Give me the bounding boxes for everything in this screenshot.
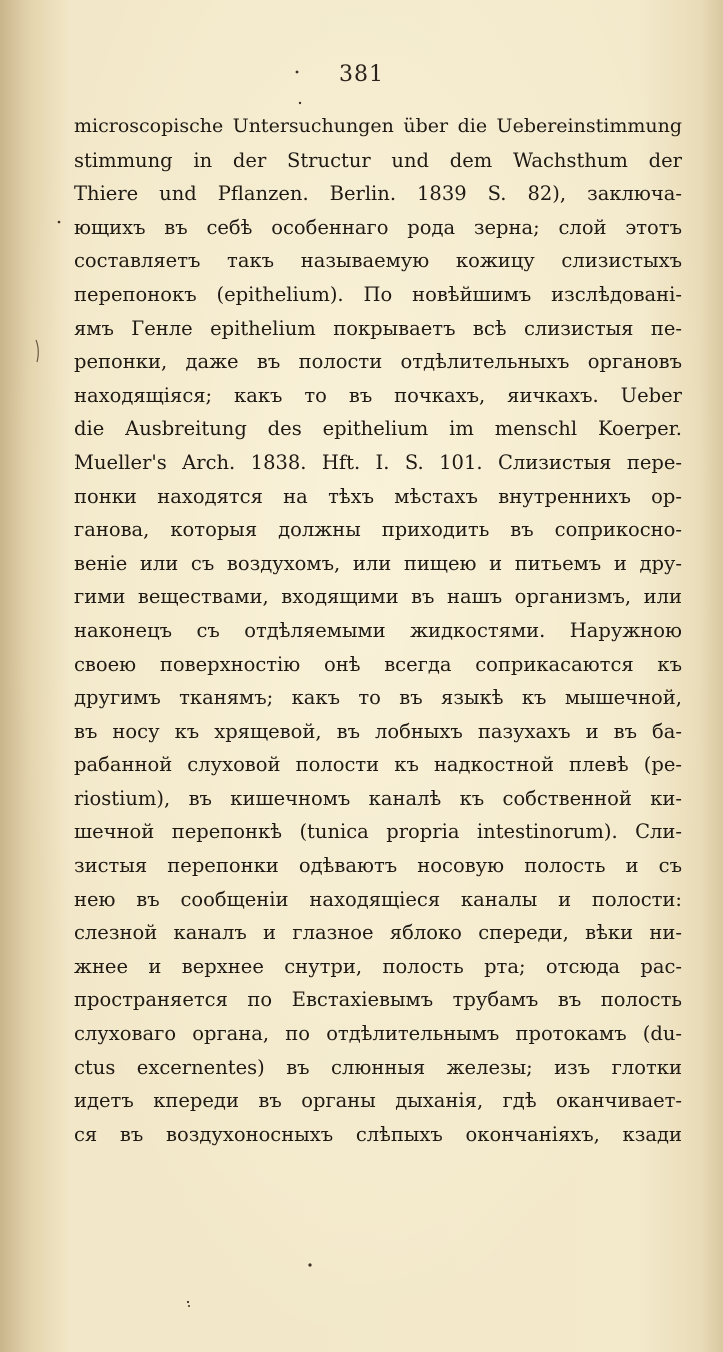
text-line: репонки, даже въ полости отдѣлительныхъ органовъ: [74, 350, 682, 374]
text-line: ганова, которыя должны приходить въ соприкосно-: [74, 518, 682, 542]
text-line: своею поверхностію онѣ всегда соприкасаются къ: [74, 652, 682, 676]
body-text: [74, 110, 682, 1151]
text-line: веніе или съ воздухомъ, или пищею и питьемъ и дру-: [74, 551, 682, 575]
text-line: пространяется по Евстахіевымъ трубамъ въ полость: [74, 988, 682, 1012]
page-number: 381: [339, 62, 384, 87]
text-line: ся въ воздухоносныхъ слѣпыхъ окончаніяхъ, кзади: [74, 1122, 682, 1146]
text-line: въ носу къ хрящевой, въ лобныхъ пазухахъ и въ ба-: [74, 719, 682, 743]
text-line: stimmung in der Structur und dem Wachsthum der: [74, 148, 682, 172]
text-line: перепонокъ (epithelium). По новѣйшимъ изслѣдовані-: [74, 282, 682, 306]
text-line: другимъ тканямъ; какъ то въ языкѣ къ мышечной,: [74, 686, 682, 710]
text-line: наконецъ съ отдѣляемыми жидкостями. Наружною: [74, 618, 682, 642]
text-line: шечной перепонкѣ (tunica propria intestinorum). Сли-: [74, 820, 682, 844]
text-line: жнее и верхнее снутри, полость рта; отсюда рас-: [74, 954, 682, 978]
text-line: гими веществами, входящими въ нашъ организмъ, или: [74, 585, 682, 609]
text-line: находящіяся; какъ то въ почкахъ, яичкахъ. Ueber: [74, 383, 682, 407]
text-line: составляетъ такъ называемую кожицу слизистыхъ: [74, 249, 682, 273]
text-line: понки находятся на тѣхъ мѣстахъ внутреннихъ ор-: [74, 484, 682, 508]
text-line: ctus excernentes) въ слюнныя железы; изъ глотки: [74, 1055, 682, 1079]
text-line: ямъ Генле epithelium покрываетъ всѣ слизистыя пе-: [74, 316, 682, 340]
text-line: Thiere und Pflanzen. Berlin. 1839 S. 82), заключа-: [74, 182, 682, 206]
text-line: riostium), въ кишечномъ каналѣ къ собственной ки-: [74, 786, 682, 810]
text-line: зистыя перепонки одѣваютъ носовую полость и съ: [74, 854, 682, 878]
text-line: слуховаго органа, по отдѣлительнымъ протокамъ (du-: [74, 1022, 682, 1046]
text-line: слезной каналъ и глазное яблоко спереди, вѣки ни-: [74, 921, 682, 945]
text-line: идетъ кпереди въ органы дыханія, гдѣ оканчивает-: [74, 1089, 682, 1113]
text-line: рабанной слуховой полости къ надкостной плевѣ (pe-: [74, 753, 682, 777]
text-line: microscopische Untersuchungen über die Uebereinstimmung: [74, 115, 682, 137]
text-line: die Ausbreitung des epithelium im menschl Koerper.: [74, 417, 682, 441]
text-line: ющихъ въ себѣ особеннаго рода зерна; слой этотъ: [74, 215, 682, 239]
text-line: нею въ сообщеніи находящіеся каналы и полости:: [74, 887, 682, 911]
text-line: Mueller's Arch. 1838. Hft. I. S. 101. Слизистыя пере-: [74, 450, 682, 474]
